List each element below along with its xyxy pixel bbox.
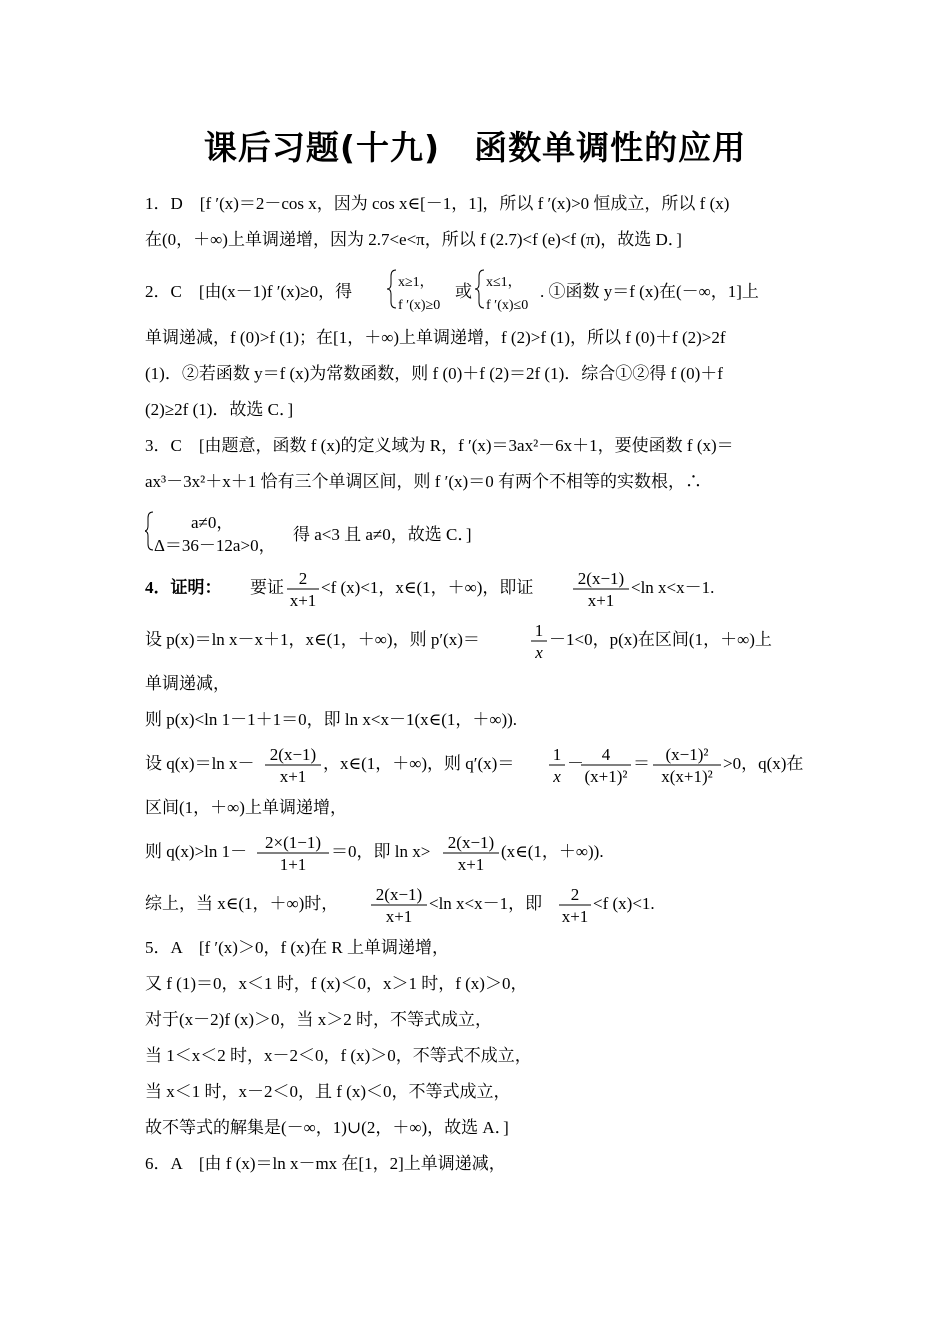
p5-line-1: 5．A [f ′(x)＞0，f (x)在 R 上单调递增， xyxy=(145,938,450,957)
p4-l5-text-2: ，x∈(1，＋∞)，则 q′(x)＝ xyxy=(323,754,515,773)
p4-label: 4．证明： xyxy=(145,578,222,597)
p4-frac4-num: 2(x−1) xyxy=(269,745,317,764)
p4-line-6: 区间(1，＋∞)上单调递增， xyxy=(145,798,347,817)
p4-frac5-num: 1 xyxy=(552,745,562,764)
p4-line-3: 单调递减， xyxy=(145,674,230,693)
p4-l1-text-1: 要证 xyxy=(250,578,284,597)
p4-l8-text-1: 综上，当 x∈(1，＋∞)时， xyxy=(145,894,339,913)
p2-sys1-row2: f ′(x)≥0 xyxy=(398,298,441,313)
p4-l5-text-5: >0，q(x)在 xyxy=(723,754,804,773)
p5-line-6: 故不等式的解集是(－∞，1)∪(2，＋∞)，故选 A．] xyxy=(145,1118,509,1137)
p4-frac6-num: 4 xyxy=(601,745,611,764)
p6-line-1: 6．A [由 f (x)＝ln x－mx 在[1，2]上单调递减， xyxy=(145,1154,506,1173)
p3-line-3 xyxy=(145,500,810,562)
p4-frac11-num: 2 xyxy=(570,885,580,904)
p5-line-4: 当 1＜x＜2 时，x－2＜0，f (x)＞0，不等式不成立， xyxy=(145,1046,532,1065)
p4-formula-2 xyxy=(145,614,810,666)
p4-l7-text-1: 则 q(x)>ln 1－ xyxy=(145,842,248,861)
p4-line-5 xyxy=(145,738,810,790)
p4-formula-5 xyxy=(145,738,810,790)
p4-frac3-num: 1 xyxy=(534,621,544,640)
p2-postfix: . ①函数 y＝f (x)在(－∞，1]上 xyxy=(540,282,759,301)
p4-line-7 xyxy=(145,826,810,878)
p4-formula-8 xyxy=(145,878,810,930)
p2-brace-1 xyxy=(387,270,396,308)
p4-l2-text-2: －1<0，p(x)在区间(1，＋∞)上 xyxy=(549,630,772,649)
p2-brace-2 xyxy=(475,270,484,308)
p4-frac3-den: x xyxy=(535,643,543,662)
p2-prefix: 2．C [由(x－1)f ′(x)≥0，得 xyxy=(145,282,353,301)
p4-frac10-den: x+1 xyxy=(385,907,413,926)
p5-line-2: 又 f (1)＝0，x＜1 时，f (x)＜0，x＞1 时，f (x)＞0， xyxy=(145,974,528,993)
p3-postfix: 得 a<3 且 a≠0，故选 C．] xyxy=(293,525,472,544)
p4-frac8-num: 2×(1−1) xyxy=(265,833,321,852)
p5-line-5: 当 x＜1 时，x－2＜0，且 f (x)＜0，不等式成立， xyxy=(145,1082,511,1101)
p4-frac10-num: 2(x−1) xyxy=(375,885,423,904)
p4-frac4-den: x+1 xyxy=(279,767,307,786)
p3-line-1: 3．C [由题意，函数 f (x)的定义域为 R，f ′(x)＝3ax²－6x＋1，要使函数 f (x)＝ xyxy=(145,436,734,455)
p1-line-1: 1．D [f ′(x)＝2－cos x，因为 cos x∈[－1，1]，所以 f ′(x)>0 恒成立，所以 f (x) xyxy=(145,194,730,213)
p4-l5-text-1: 设 q(x)＝ln x－ xyxy=(145,754,255,773)
p2-line-3: (1)．②若函数 y＝f (x)为常数函数，则 f (0)＋f (2)＝2f (1)．综合①②得 f (0)＋f xyxy=(145,364,723,383)
p4-l1-text-2: <f (x)<1，x∈(1，＋∞)，即证 xyxy=(321,578,534,597)
p3-sys-row1: a≠0， xyxy=(191,513,234,532)
p4-line-1 xyxy=(145,562,810,614)
p4-l7-text-2: ＝0，即 ln x> xyxy=(331,842,431,861)
p4-l8-text-2: <ln x<x－1，即 xyxy=(429,894,543,913)
page-title: 课后习题(十九) 函数单调性的应用 xyxy=(203,128,747,167)
p2-sys2-row2: f ′(x)≤0 xyxy=(486,298,529,313)
p4-frac1-den: x+1 xyxy=(289,591,317,610)
p2-system-formula xyxy=(145,258,810,320)
solutions-body xyxy=(145,186,810,1182)
p5-line-3: 对于(x－2)f (x)＞0，当 x＞2 时，不等式成立， xyxy=(145,1010,493,1029)
p4-frac8-den: 1+1 xyxy=(279,855,307,874)
p4-frac5-den: x xyxy=(553,767,561,786)
p2-line-2: 单调递减，f (0)>f (1)；在[1，＋∞)上单调递增，f (2)>f (1)，所以 f (0)＋f (2)>2f xyxy=(145,328,726,347)
p2-line-4: (2)≥2f (1)．故选 C．] xyxy=(145,400,294,419)
p4-frac9-den: x+1 xyxy=(457,855,485,874)
p4-frac2-num: 2(x−1) xyxy=(577,569,625,588)
p4-line-4: 则 p(x)<ln 1－1＋1＝0，即 ln x<x－1(x∈(1，＋∞)). xyxy=(145,710,518,729)
p4-formula-1 xyxy=(145,562,810,614)
p4-l5-text-3: － xyxy=(567,754,584,773)
p4-frac11-den: x+1 xyxy=(561,907,589,926)
p4-frac2-den: x+1 xyxy=(587,591,615,610)
p4-l8-text-3: <f (x)<1. xyxy=(593,894,655,913)
p3-line-2: ax³－3x²＋x＋1 恰有三个单调区间，则 f ′(x)＝0 有两个不相等的实数根，∴ xyxy=(145,472,702,491)
p2-sys1-row1: x≥1， xyxy=(398,275,434,290)
p4-frac7-den: x(x+1)² xyxy=(661,767,713,786)
p4-frac7-num: (x−1)² xyxy=(665,745,709,764)
p4-l1-text-3: <ln x<x－1. xyxy=(631,578,715,597)
p3-sys-row2: Δ＝36－12a>0， xyxy=(154,536,276,555)
p4-l7-text-3: (x∈(1，＋∞)). xyxy=(501,842,604,861)
p4-formula-7 xyxy=(145,826,810,878)
p2-or: 或 xyxy=(455,282,472,301)
p2-line-1 xyxy=(145,258,810,320)
p4-line-2 xyxy=(145,614,810,666)
p1-line-2: 在(0，＋∞)上单调递增，因为 2.7<e<π，所以 f (2.7)<f (e)<f (π)，故选 D．] xyxy=(145,230,682,249)
p4-l5-text-4: ＝ xyxy=(633,754,650,773)
p3-brace xyxy=(145,512,153,550)
p4-frac1-num: 2 xyxy=(298,569,308,588)
p4-l2-text-1: 设 p(x)＝ln x－x＋1，x∈(1，＋∞)，则 p′(x)＝ xyxy=(145,630,480,649)
p4-frac6-den: (x+1)² xyxy=(584,767,628,786)
p3-system-formula xyxy=(145,500,810,562)
p4-frac9-num: 2(x−1) xyxy=(447,833,495,852)
p4-line-8 xyxy=(145,878,810,930)
p2-sys2-row1: x≤1， xyxy=(486,275,522,290)
